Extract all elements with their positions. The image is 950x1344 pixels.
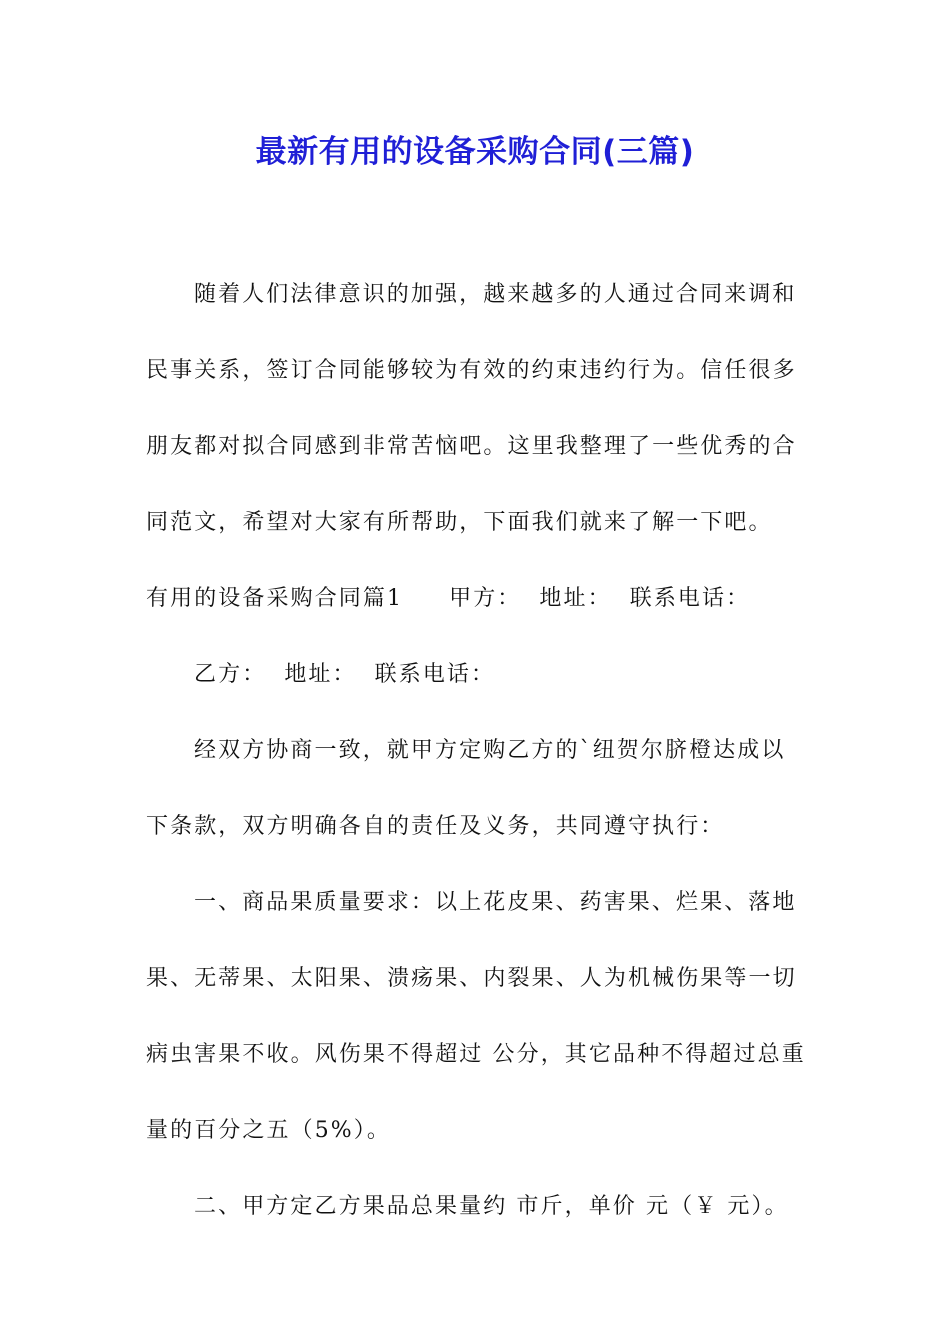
party-b-line (146, 637, 806, 713)
intro-paragraph: 随着人们法律意识的加强，越来越多的人通过合同来调和民事关系，签订合同能够较为有效的约束违约行为。信任很多朋友都对拟合同感到非常苦恼吧。这里我整理了一些优秀的合同范文，希望对大家有所帮助，下面我们就来了解一下吧。 (146, 282, 797, 535)
party-b-address: 地址： (284, 662, 357, 687)
document-body (146, 257, 806, 1245)
document-title: 最新有用的设备采购合同(三篇) (255, 134, 695, 170)
party-b-phone: 联系电话： (374, 662, 496, 687)
clause-one-paragraph: 一、商品果质量要求：以上花皮果、药害果、烂果、落地果、无蒂果、太阳果、溃疡果、内裂果、人为机械伤果等一切病虫害果不收。风伤果不得超过 公分，其它品种不得超过总重量的百分之五（5%）。 (146, 890, 806, 1143)
agreement-paragraph: 经双方协商一致，就甲方定购乙方的`纽贺尔脐橙达成以下条款，双方明确各自的责任及义务，共同遵守执行： (146, 738, 786, 839)
party-a-phone: 联系电话： (629, 586, 751, 611)
section-heading: 有用的设备采购合同篇1 (146, 586, 404, 611)
party-b-label: 乙方： (194, 662, 267, 687)
party-a-label: 甲方： (449, 586, 522, 611)
clause-two-paragraph: 二、甲方定乙方果品总果量约 市斤，单价 元（￥ 元）。 (194, 1194, 789, 1219)
party-a-address: 地址： (539, 586, 612, 611)
section-heading-line (146, 561, 806, 637)
